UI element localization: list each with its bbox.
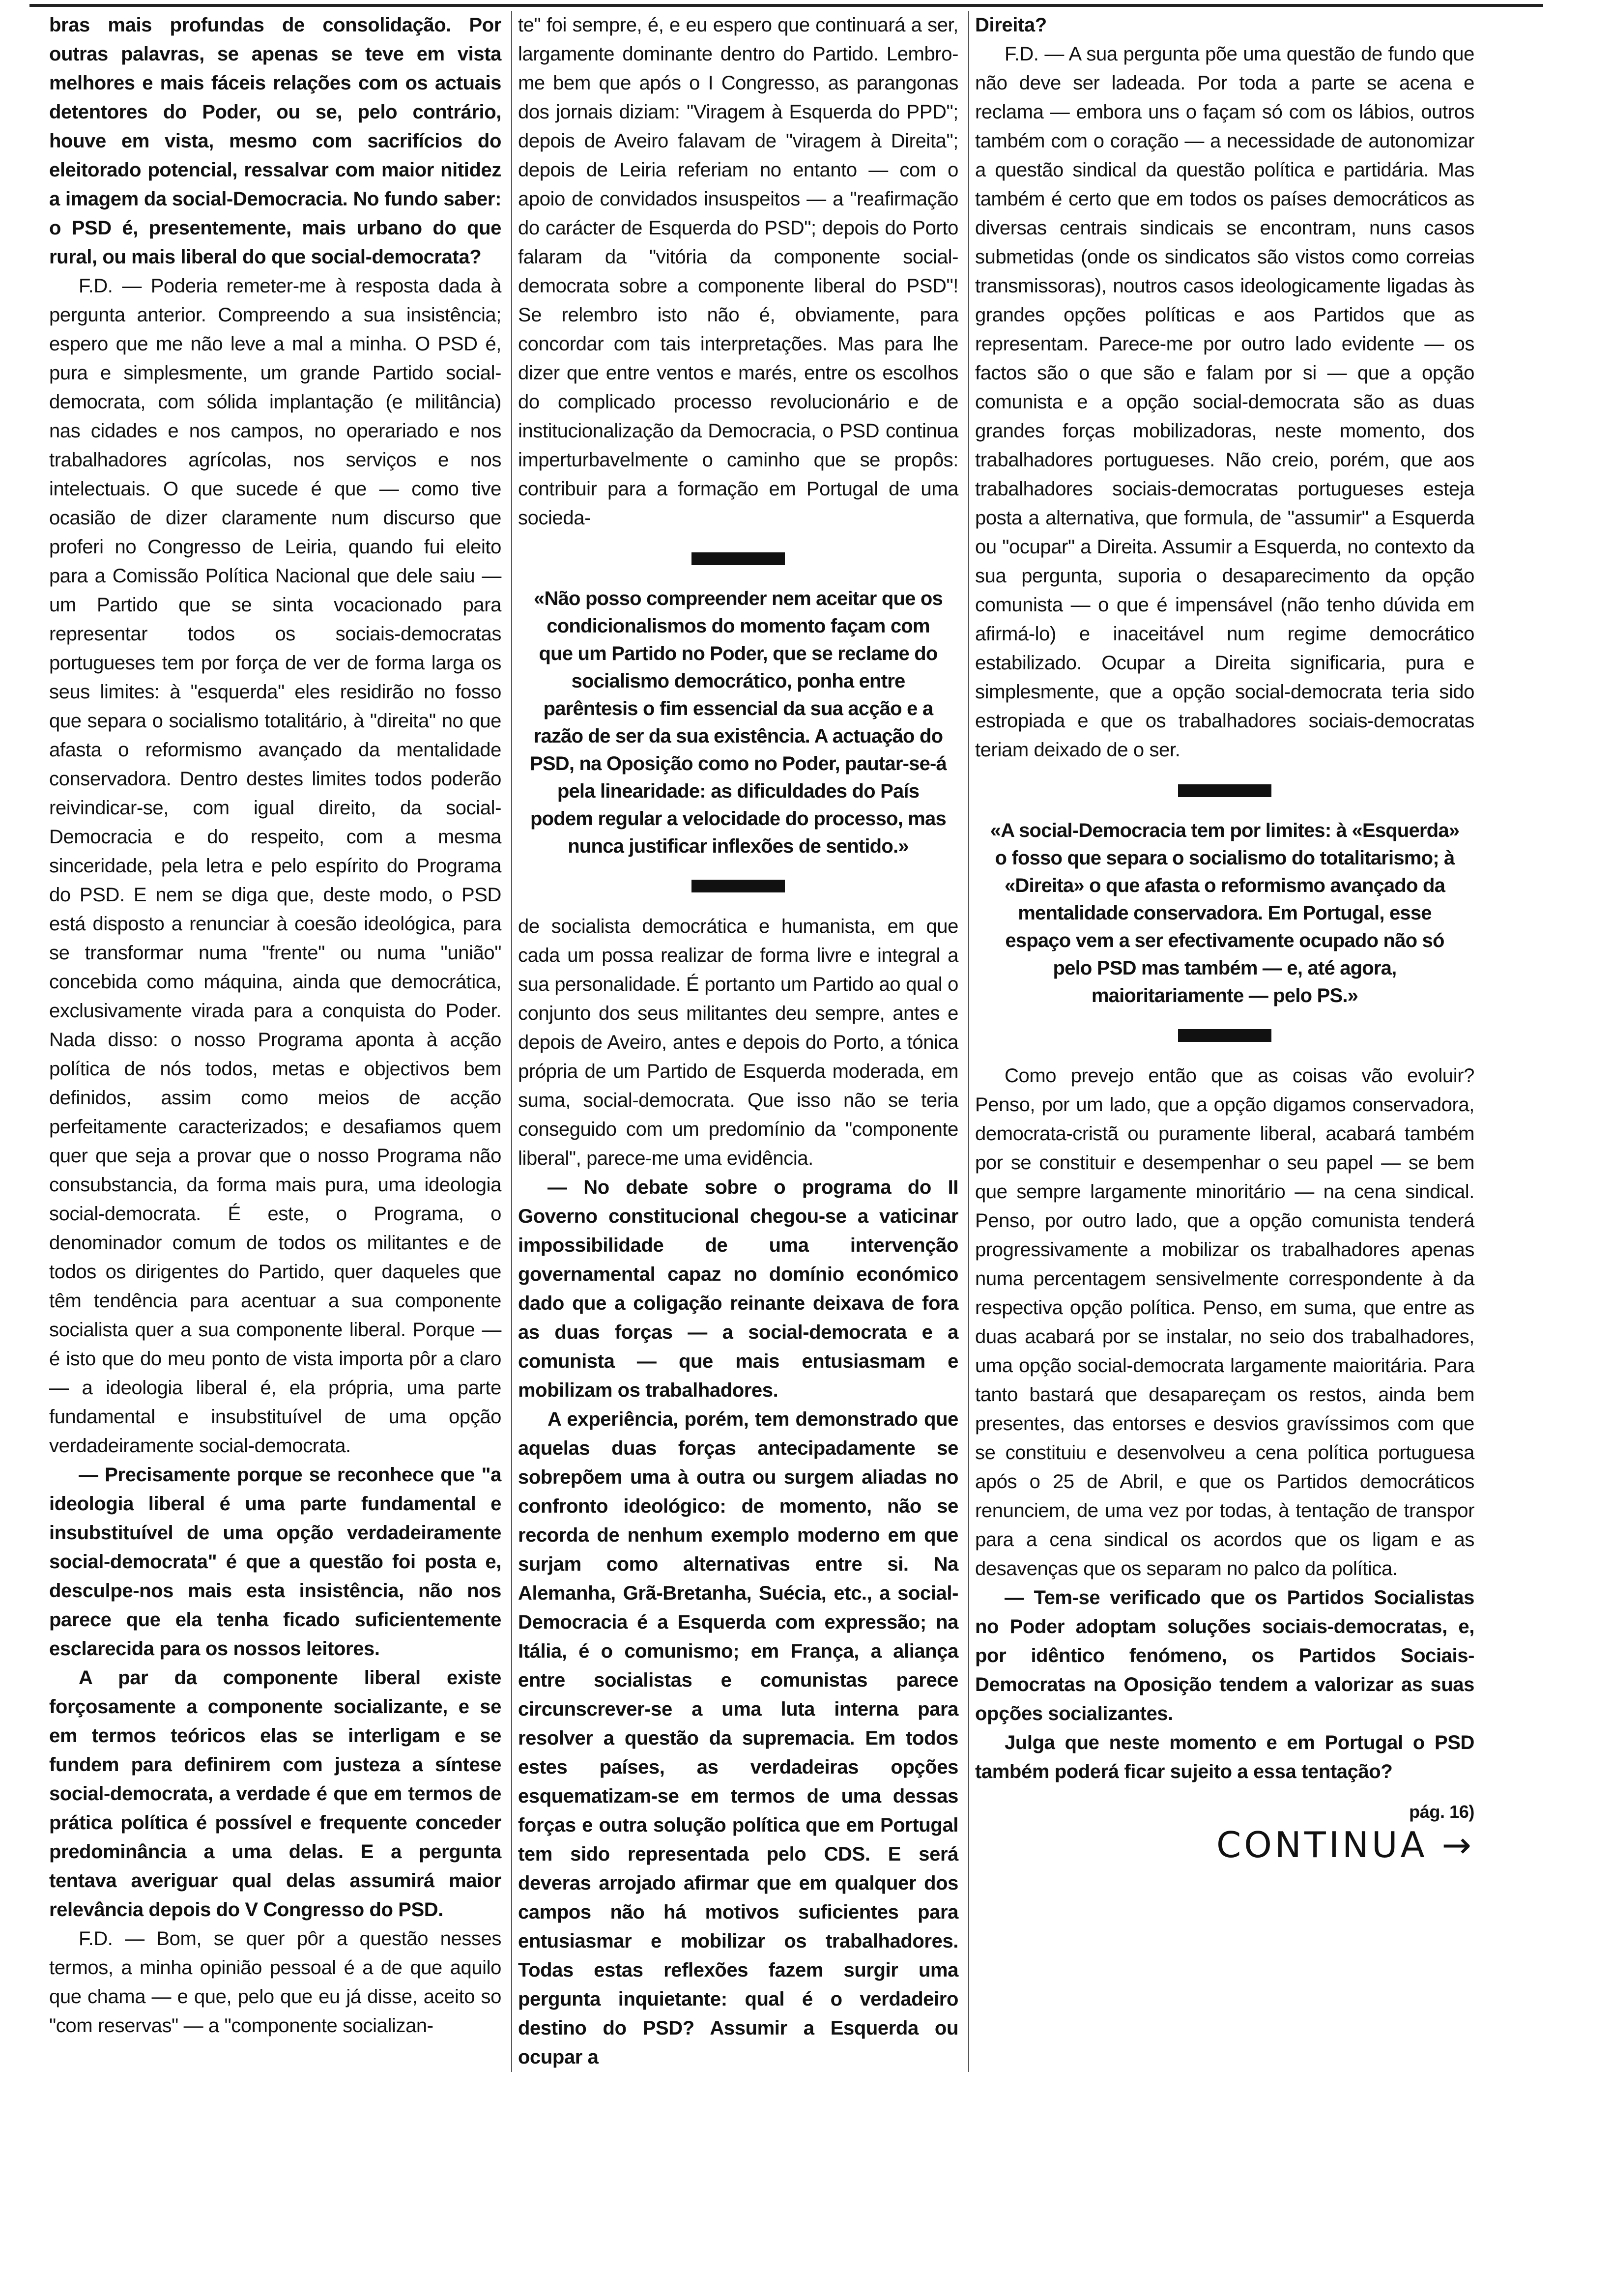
- column-2: [511, 11, 958, 2072]
- answer-paragraph: F.D. — Bom, se quer pôr a questão nesses termos, a minha opinião pessoal é a de que aquilo que chama — e que, pelo que eu já disse, aceito so "com reservas" — a "componente socializan-: [49, 1928, 501, 2037]
- question-paragraph: — No debate sobre o programa do II Governo constitucional chegou-se a vaticinar impossibilidade de uma intervenção governamental capaz no domínio económico dado que a coligação reinante deixava de fora as duas forças — a social-democrata e a comunista — que mais entusiasmam e mobilizam os trabalhadores.: [518, 1177, 958, 1401]
- article-columns: [49, 11, 1474, 2072]
- question-paragraph: — Tem-se verificado que os Partidos Socialistas no Poder adoptam soluções sociais-democratas, e, por idêntico fenómeno, os Partidos Sociais-Democratas na Oposição tendem a valorizar as suas opções socializantes.: [975, 1587, 1474, 1724]
- question-paragraph: A par da componente liberal existe forçosamente a componente socializante, e se em termos teóricos elas se interligam e se fundem para definirem com justeza a síntese social-democrata, a verdade é que em termos de prática política é possível e frequente conceder predominância a uma delas. E a pergunta tentava averiguar qual delas assumirá maior relevância depois do V Congresso do PSD.: [49, 1667, 501, 1921]
- question-paragraph: A experiência, porém, tem demonstrado que aquelas duas forças antecipadamente se sobrepõem uma à outra ou surgem aliadas no confronto ideológico: de momento, não se recorda de nenhum exemplo moderno em que surjam como alternativas entre si. Na Alemanha, Grã-Bretanha, Suécia, etc., a social-Democracia é a Esquerda com expressão; na Itália, é o comunismo; em França, a aliança entre socialistas e comunistas parece circunscrever-se a uma luta interna para resolver a questão da supremacia. Em todos estes países, as verdadeiras opções esquematizam-se em termos de uma dessas forças e outra solução política que em Portugal tem sido representada pelo CDS. E será deveras arrojado afirmar que em qualquer dos campos não há motivos suficientes para entusiasmar e mobilizar os trabalhadores. Todas estas reflexões fazem surgir uma pergunta inquietante: qual é o verdadeiro destino do PSD? Assumir a Esquerda ou ocupar a: [518, 1408, 958, 2068]
- answer-paragraph: te" foi sempre, é, e eu espero que continuará a ser, largamente dominante dentro do Partido. Lembro-me bem que após o I Congresso, as parangonas dos jornais diziam: "Viragem à Esquerda do PPD"; depois de Aveiro falavam de "viragem à Direita"; depois de Leiria referiam no entanto — com o apoio de convidados insuspeitos — a "reafirmação do carácter de Esquerda do PSD"; depois do Porto falaram da "vitória da componente social-democrata sobre a componente liberal do PSD"! Se relembro isto não é, obviamente, para concordar com tais interpretações. Mas para lhe dizer que entre ventos e marés, entre os escolhos do complicado processo revolucionário e de institucionalização da Democracia, o PSD continua imperturbavelmente o caminho que se propôs: contribuir para a formação em Portugal de uma socieda-: [518, 14, 958, 529]
- page-number: pág. 16): [1409, 1802, 1474, 1822]
- separator-bar: [1178, 784, 1271, 797]
- question-paragraph: — Precisamente porque se reconhece que "a ideologia liberal é uma parte fundamental e insubstituível de uma opção verdadeiramente social-democrata" é que a questão foi posta e, desculpe-nos mais esta insistência, não nos parece que ela tenha ficado suficientemente esclarecida para os nossos leitores.: [49, 1464, 501, 1660]
- separator-bar: [1178, 1029, 1271, 1042]
- question-paragraph: bras mais profundas de consolidação. Por outras palavras, se apenas se teve em vista melhores e mais fáceis relações com os actuais detentores do Poder, ou se, pelo contrário, houve em vista, mesmo com sacrifícios do eleitorado potencial, ressalvar com maior nitidez a imagem da social-Democracia. No fundo saber: o PSD é, presentemente, mais urbano do que rural, ou mais liberal do que social-democrata?: [49, 14, 501, 268]
- pull-quote: «Não posso compreender nem aceitar que os condicionalismos do momento façam com que um Partido no Poder, que se reclame do socialismo democrático, ponha entre parêntesis o fim essencial da sua acção e a razão de ser da sua existência. A actuação do PSD, na Oposição como no Poder, pautar-se-á pela linearidade: as dificuldades do País podem regular a velocidade do processo, mas nunca justificar inflexões de sentido.»: [529, 588, 947, 857]
- column-1: [49, 11, 501, 2072]
- continues-label: CONTINUA →: [1216, 1824, 1474, 1866]
- separator-bar: [691, 880, 785, 892]
- answer-paragraph: F.D. — A sua pergunta põe uma questão de fundo que não deve ser ladeada. Por toda a parte se acena e reclama — embora uns o façam só com os lábios, outros também com o coração — a necessidade de autonomizar a questão sindical da questão política e partidária. Mas também é certo que em todos os países democráticos as diversas centrais sindicais se encontram, nuns casos submetidas (onde os sindicatos são vistos como correias transmissoras), noutros casos ideologicamente ligadas às grandes opções políticas e aos Partidos que as representam. Parece-me por outro lado evidente — os factos são o que são e falam por si — que a opção comunista e a opção social-democrata são as duas grandes forças mobilizadoras, neste momento, dos trabalhadores portugueses. Não creio, porém, que aos trabalhadores sociais-democratas portugueses esteja posta a alternativa, que formula, de "assumir" a Esquerda ou "ocupar" a Direita. Assumir a Esquerda, no contexto da sua pergunta, suporia o desaparecimento da opção comunista — o que é impensável (não tenho dúvida em afirmá-lo) e inaceitável num regime democrático estabilizado. Ocupar a Direita significaria, pura e simplesmente, que a opção social-democrata teria sido estropiada e que os trabalhadores sociais-democratas teriam deixado de o ser.: [975, 43, 1474, 761]
- top-rule: [29, 4, 1543, 7]
- question-paragraph: Julga que neste momento e em Portugal o PSD também poderá ficar sujeito a essa tentação?: [975, 1732, 1474, 1782]
- question-paragraph: Direita?: [975, 14, 1047, 36]
- answer-paragraph: Como prevejo então que as coisas vão evoluir? Penso, por um lado, que a opção digamos conservadora, democrata-cristã ou puramente liberal, acabará também por se constituir e desempenhar o seu papel — se bem que sempre largamente minoritário — na cena sindical. Penso, por outro lado, que a opção comunista tenderá progressivamente a mobilizar os trabalhadores apenas numa percentagem sensivelmente correspondente à da respectiva opção política. Penso, em suma, que entre as duas acabará por se instalar, no seio dos trabalhadores, uma opção social-democrata largamente maioritária. Para tanto bastará que desapareçam os restos, ainda bem presentes, das entorses e desvios gravíssimos com que se constituiu e desenvolveu a cena política portuguesa após o 25 de Abril, e que os Partidos democráticos renunciem, de uma vez por todas, à tentação de transpor para a cena sindical os acordos que os ligam e as desavenças que os separam no palco da política.: [975, 1065, 1474, 1579]
- separator-bar: [691, 552, 785, 565]
- answer-paragraph: de socialista democrática e humanista, em que cada um possa realizar de forma livre e integral a sua personalidade. É portanto um Partido ao qual o conjunto dos seus militantes deu sempre, antes e depois de Aveiro, antes e depois do Porto, a tónica própria de um Partido de Esquerda moderada, em suma, social-democrata. Que isso não se teria conseguido com um predomínio da "componente liberal", parece-me uma evidência.: [518, 916, 958, 1169]
- answer-paragraph: F.D. — Poderia remeter-me à resposta dada à pergunta anterior. Compreendo a sua insistência; espero que me não leve a mal a minha. O PSD é, pura e simplesmente, um grande Partido social-democrata, com sólida implantação (e militância) nas cidades e nos campos, no operariado e nos trabalhadores agrícolas, nos serviços e nos intelectuais. O que sucede é que — como tive ocasião de dizer claramente num discurso que proferi no Congresso de Leiria, quando fui eleito para a Comissão Política Nacional que dele saiu — um Partido que se sinta vocacionado para representar todos os sociais-democratas portugueses tem por força de ver de forma larga os seus limites: à "esquerda" eles residirão no fosso que separa o socialismo totalitário, à "direita" no que afasta o reformismo avançado da mentalidade conservadora. Dentro destes limites todos poderão reivindicar-se, com igual direito, da social-Democracia e do respeito, com a mesma sinceridade, pela letra e pelo espírito do Programa do PSD. E nem se diga que, deste modo, o PSD está disposto a renunciar à coesão ideológica, para se transformar numa "frente" ou numa "união" concebida como máquina, ainda que democrática, exclusivamente virada para a conquista do Poder. Nada disso: o nosso Programa aponta à acção política de nós todos, metas e objectivos bem definidos, assim como meios de acção perfeitamente caracterizados; e desafiamos quem quer que seja a provar que o nosso Programa não consubstancia, da forma mais pura, uma ideologia social-democrata. É este, o Programa, o denominador comum de todos os militantes e de todos os dirigentes do Partido, quer daqueles que têm tendência para acentuar a sua componente socialista quer a sua componente liberal. Porque — é isto que do meu ponto de vista importa pôr a claro — a ideologia liberal é, ela própria, uma parte fundamental e insubstituível de uma opção verdadeiramente social-democrata.: [49, 275, 501, 1457]
- column-3: [968, 11, 1474, 2072]
- pull-quote: «A social-Democracia tem por limites: à «Esquerda» o fosso que separa o socialismo do totalitarismo; à «Direita» o que afasta o reformismo avançado da mentalidade conservadora. Em Portugal, esse espaço vem a ser efectivamente ocupado não só pelo PSD mas também — e, até agora, maioritariamente — pelo PS.»: [990, 820, 1460, 1006]
